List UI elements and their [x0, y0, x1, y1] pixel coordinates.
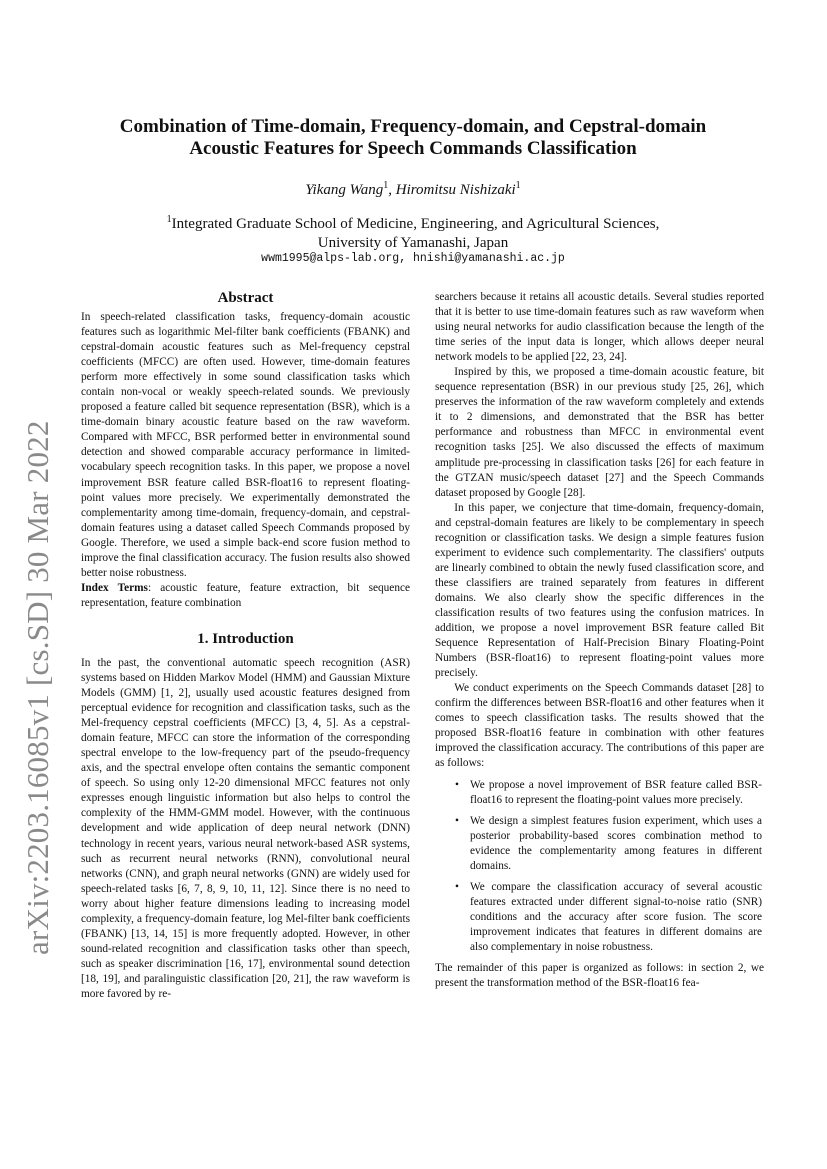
contribution-item: [435, 880, 764, 955]
contribution-text: We compare the classification accuracy of several acoustic features extracted under different signal-to-noise ratio (SNR) conditions and the accuracy after score fusion. The score improvement indicates that features in different domains are also complementary in noise robustness.: [470, 880, 762, 953]
author-2-mark: 1: [515, 180, 521, 191]
intro-paragraph-2: Inspired by this, we proposed a time-domain acoustic feature, bit sequence representation (BSR) in our previous study [25, 26], which preserves the information of the raw waveform completely and extends it to 2 dimensions, and demonstrated that the BSR has better performance and robustness than MFCC in environmental event recognition tasks [25]. We also discussed the effects of maximum amplitude pre-processing in classification tasks [26] for each feature in the GTZAN music/speech dataset [27] and the Speech Commands dataset proposed by Google [28].: [435, 366, 764, 499]
abstract-heading: Abstract: [217, 290, 274, 306]
contribution-item: [435, 778, 764, 808]
bullet-icon: •: [455, 814, 459, 827]
index-terms-label: Index Terms: [81, 581, 148, 594]
bullet-icon: •: [455, 880, 459, 893]
author-1-mark: 1: [383, 180, 389, 191]
affiliation-line-1: Integrated Graduate School of Medicine, Engineering, and Agricultural Sciences,: [171, 216, 660, 232]
index-terms: [81, 581, 410, 611]
intro-paragraph-5: The remainder of this paper is organized as follows: in section 2, we present the transformation method of the BSR-float16 fea-: [435, 962, 764, 990]
arxiv-identifier[interactable]: arXiv:2203.16085v1 [cs.SD] 30 Mar 2022: [20, 420, 55, 955]
author-emails[interactable]: wwm1995@alps-lab.org, hnishi@yamanashi.ac.jp: [261, 252, 565, 265]
title-line-1: Combination of Time-domain, Frequency-domain, and Cepstral-domain: [119, 116, 707, 137]
author-list: Yikang Wang$^1$, Hiromitsu Nishizaki$^1$: [305, 180, 521, 198]
affiliation: [82, 210, 744, 253]
affiliation-mark: 1: [166, 214, 172, 225]
right-column: [435, 290, 764, 991]
paper-title: [82, 116, 744, 160]
author-1: Yikang Wang: [305, 182, 384, 198]
contribution-text: We propose a novel improvement of BSR feature called BSR-float16 to represent the floating-point values more precisely.: [470, 778, 762, 806]
intro-paragraph-1-continued: searchers because it retains all acoustic details. Several studies reported that it is better to use time-domain features such as raw waveform when using neural networks for audio classification because the length of the time series of the input data is longer, which allows deeper neural network models to be applied [22, 23, 24].: [435, 291, 764, 364]
bullet-icon: •: [455, 778, 459, 791]
abstract-text: In speech-related classification tasks, frequency-domain acoustic features such as logarithmic Mel-filter bank coefficients (FBANK) and cepstral-domain acoustic features such as Mel-frequency cepstral coefficients (MFCC) are often used. However, time-domain features perform more effectively in some sound classification tasks which contain non-vocal or weakly speech-related sounds. We previously proposed a feature called bit sequence representation (BSR), which is a time-domain binary acoustic feature based on the raw waveform. Compared with MFCC, BSR performed better in environmental sound detection and showed comparable accuracy performance in limited-vocabulary speech recognition tasks. In this paper, we propose a novel improvement BSR feature called BSR-float16 to represent floating-point values more precisely. We experimentally demonstrated the complementarity among time-domain, frequency-domain, and cepstral-domain features using a dataset called Speech Commands proposed by Google. Therefore, we used a simple back-end score fusion method to improve the final classification accuracy. The fusion results also showed better noise robustness.: [81, 311, 410, 579]
introduction-heading: 1. Introduction: [197, 630, 294, 647]
affiliation-line-2: University of Yamanashi, Japan: [317, 235, 509, 251]
author-2: Hiromitsu Nishizaki: [395, 182, 516, 198]
contribution-text: We design a simplest features fusion experiment, which uses a posterior probability-based scores combination method to evidence the complementarity among features in different domains.: [470, 814, 762, 872]
intro-paragraph-3: In this paper, we conjecture that time-domain, frequency-domain, and cepstral-domain features are likely to be complementary in speech recognition or classification tasks. We design a simple features fusion experiment to evidence such complementarity. The classifiers' outputs are linearly combined to obtain the newly fused classification score, and these classifiers are trained separately from features in different domains. We also clearly show the specific differences in the classification results of two features using the confusion matrices. In addition, we propose a novel improvement BSR feature called Bit Sequence Representation of Half-Precision Binary Floating-Point Numbers (BSR-float16) to represent floating-point values more precisely.: [435, 501, 764, 680]
contributions-list: [435, 778, 764, 956]
index-terms-text: : acoustic feature, feature extraction, bit sequence representation, feature combination: [81, 581, 410, 609]
title-line-2: Acoustic Features for Speech Commands Classification: [189, 138, 637, 159]
intro-paragraph-1: In the past, the conventional automatic speech recognition (ASR) systems based on Hidden Markov Model (HMM) and Gaussian Mixture Models (GMM) [1, 2], usually used acoustic features designed from perceptual evidence for recognition and classification tasks, such as the Mel-frequency cepstral coefficients (MFCC) [3, 4, 5]. As a cepstral-domain feature, MFCC can store the information of the corresponding spectral envelope to the low-frequency part of the pseudo-frequency axis, and the spectral envelope often contains the semantic component of speech. So using only 12-20 dimensional MFCC features not only expresses enough linguistic information but also helps to control the complexity of the HMM-GMM model. However, with the continuous development and wide application of deep neural network (DNN) technology in recent years, various neural network-based ASR systems, such as recurrent neural networks (RNN), convolutional neural networks (CNN), and graph neural networks (GNN) are widely used for speech-related tasks [6, 7, 8, 9, 10, 11, 12]. Since there is no need to worry about higher feature dimensions leading to increasing model complexity, a frequency-domain feature, log Mel-filter bank coefficients (FBANK) [13, 14, 15] is more frequently adopted. However, in other sound-related recognition and classification tasks other than speech, such as speaker discrimination [16, 17], environmental sound detection [18, 19], and paralinguistic classification [20, 21], the raw waveform is more favored by re-: [81, 656, 410, 1000]
left-column: [81, 289, 410, 1002]
contribution-item: [435, 814, 764, 874]
intro-paragraph-4: We conduct experiments on the Speech Commands dataset [28] to confirm the differences between BSR-float16 and other features when it comes to speech classification tasks. The results showed that the proposed BSR-float16 feature in combination with other features improved the classification accuracy. The contributions of this paper are as follows:: [435, 682, 764, 770]
